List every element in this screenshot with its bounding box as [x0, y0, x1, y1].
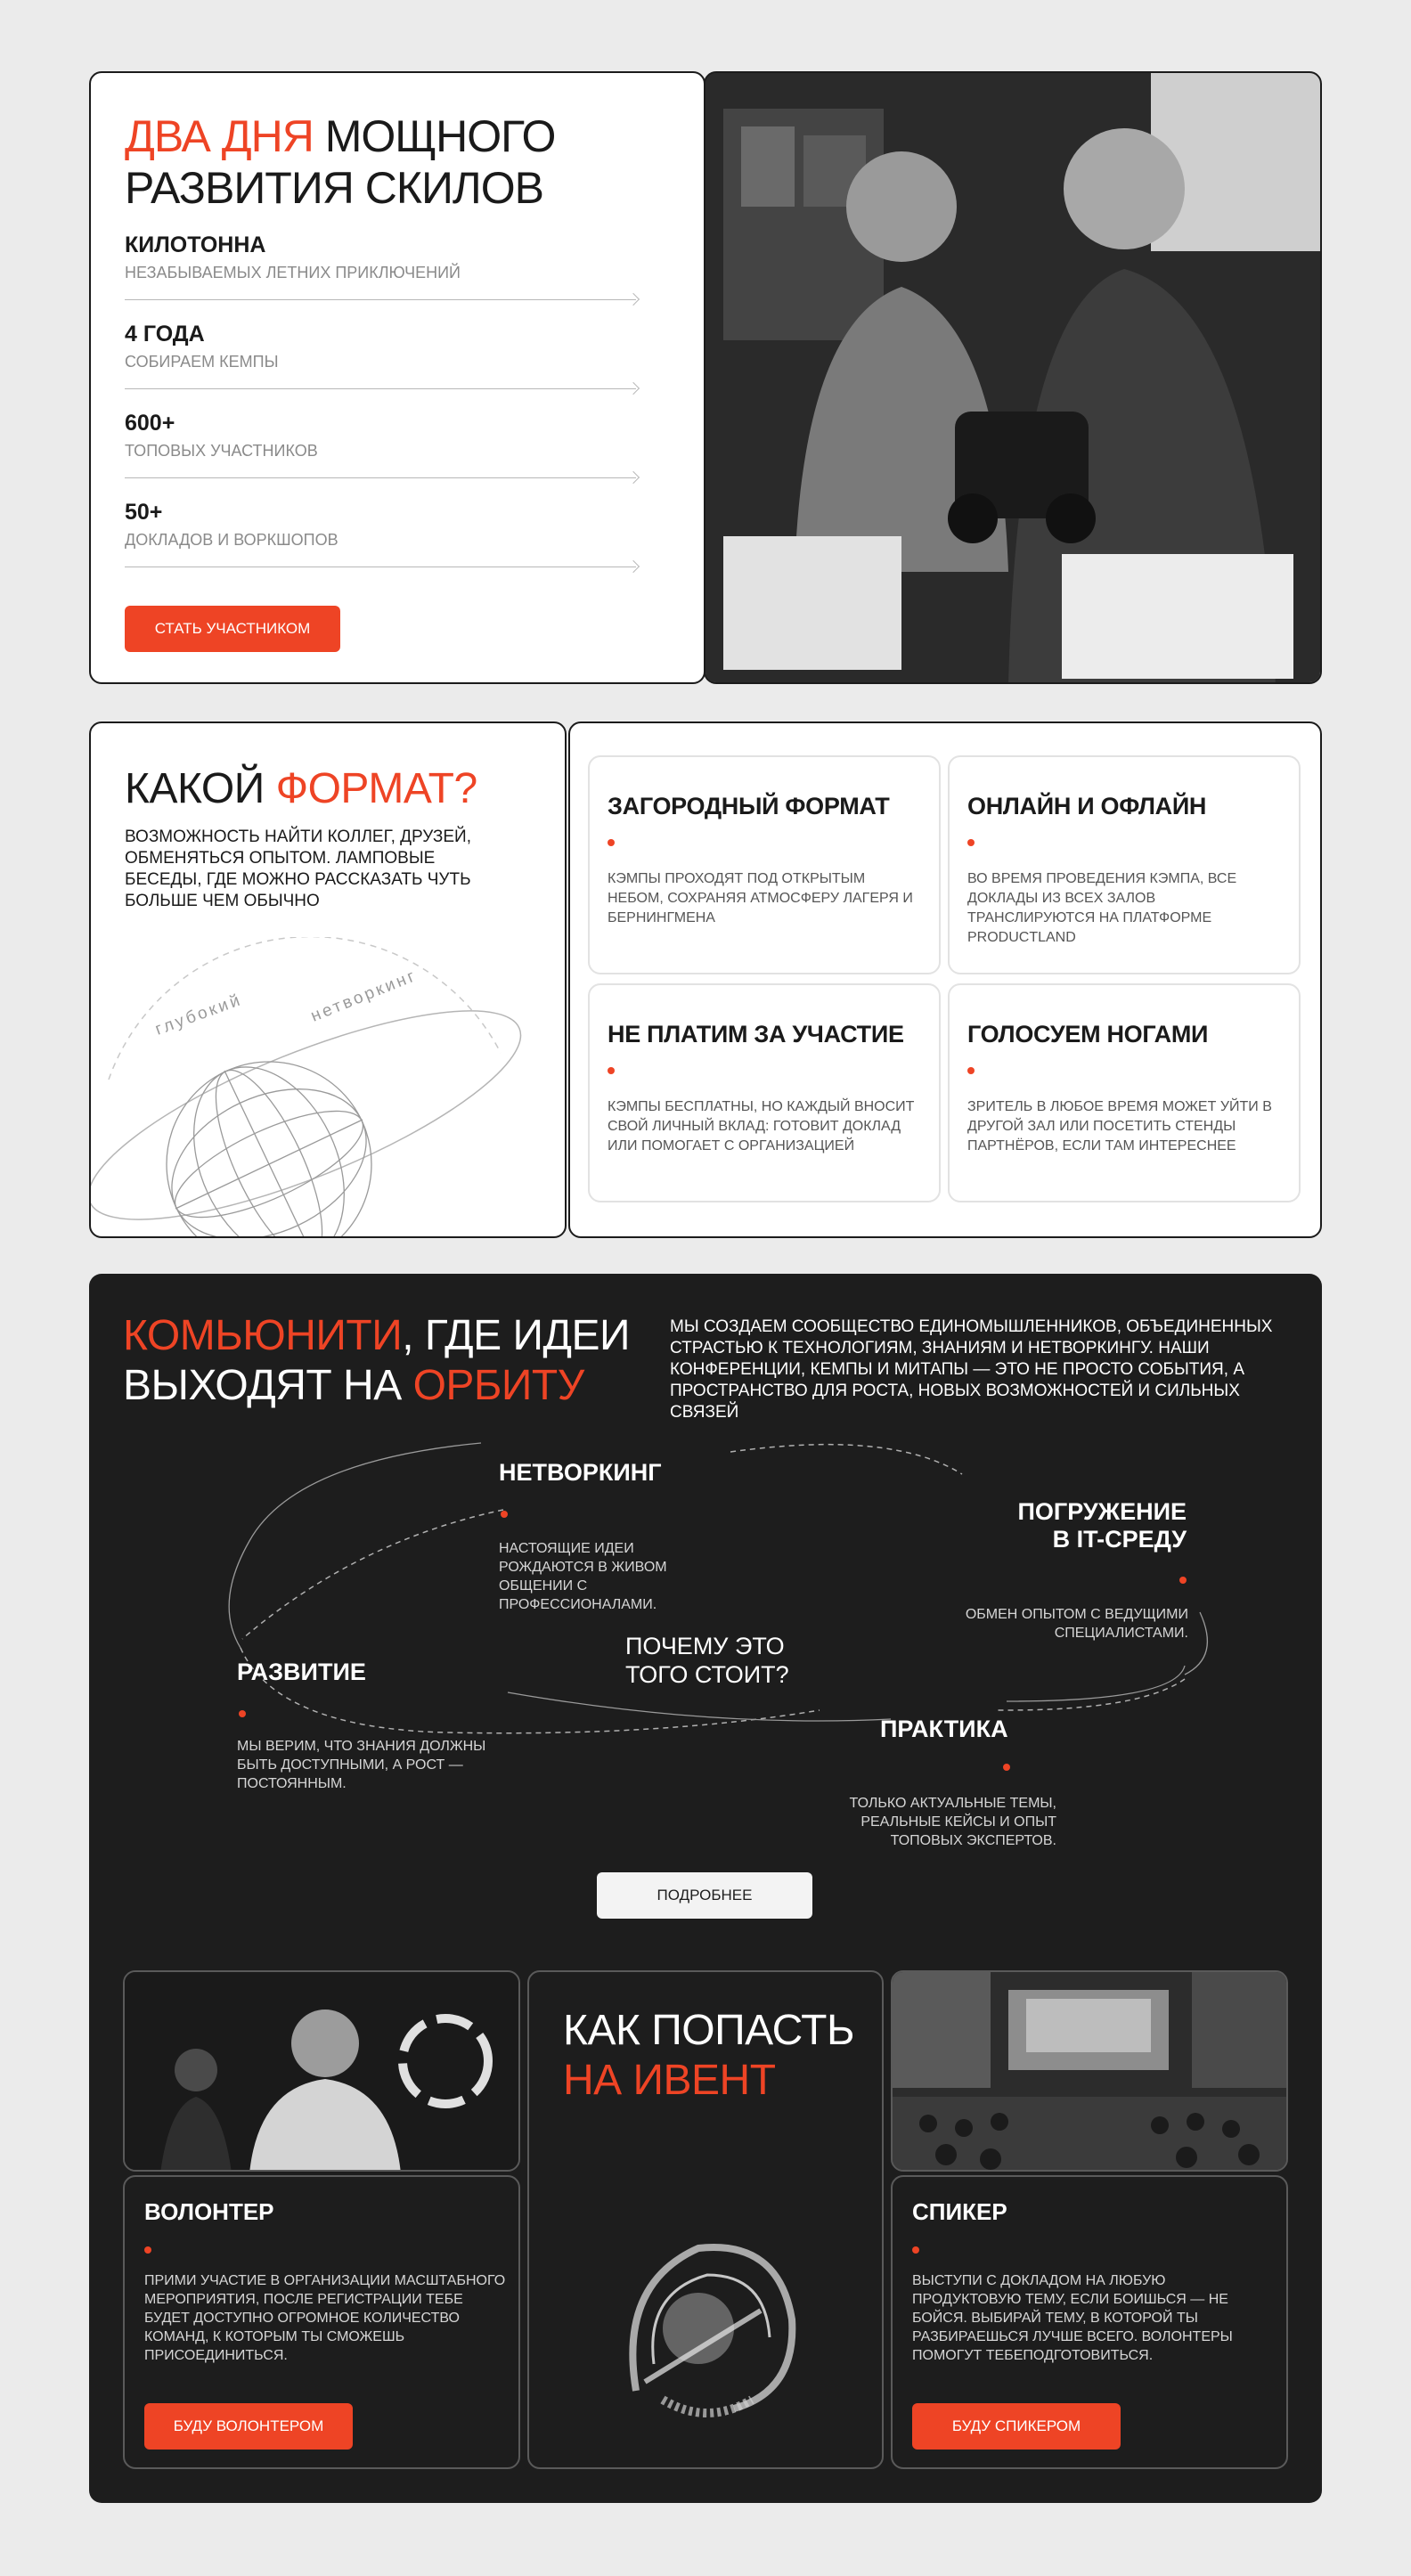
accent-dot: [967, 1067, 975, 1074]
format-description: ВОЗМОЖНОСТЬ НАЙТИ КОЛЛЕГ, ДРУЗЕЙ, ОБМЕНЯТЬСЯ ОПЫТОМ. ЛАМПОВЫЕ БЕСЕДЫ, ГДЕ МОЖНО РАССКАЗАТЬ ЧУТЬ БОЛЬШЕ ЧЕМ ОБЫЧНО: [125, 827, 471, 910]
arrow-right-icon: [627, 471, 640, 484]
become-volunteer-button[interactable]: БУДУ ВОЛОНТЕРОМ: [144, 2403, 353, 2450]
accent-dot: [1003, 1764, 1010, 1771]
community-title-line-2: ВЫХОДЯТ НА: [123, 1362, 413, 1409]
why-line-1: ПОЧЕМУ ЭТО: [625, 1633, 785, 1659]
practice-title: ПРАКТИКА: [880, 1716, 1008, 1742]
practice-text: ТОЛЬКО АКТУАЛЬНЫЕ ТЕМЫ, РЕАЛЬНЫЕ КЕЙСЫ И ОПЫТ ТОПОВЫХ ЭКСПЕРТОВ.: [849, 1796, 1056, 1848]
stat-label: ДОКЛАДОВ И ВОРКШОПОВ: [125, 531, 338, 549]
format-card: [588, 755, 941, 974]
immersion-title-line-1: ПОГРУЖЕНИЕ: [1017, 1498, 1187, 1525]
format-card-title: ЗАГОРОДНЫЙ ФОРМАТ: [608, 793, 890, 819]
networking-title: НЕТВОРКИНГ: [499, 1459, 662, 1486]
format-card: [588, 983, 941, 1202]
arrow-right-icon: [627, 293, 640, 306]
networking-text: НАСТОЯЩИЕ ИДЕИ РОЖДАЮТСЯ В ЖИВОМ ОБЩЕНИИ С ПРОФЕССИОНАЛАМИ.: [499, 1541, 667, 1612]
accent-dot: [239, 1710, 246, 1717]
stat-value: КИЛОТОННА: [125, 232, 266, 257]
stat-item: [125, 499, 638, 550]
how-to-join-line-2: НА ИВЕНТ: [563, 2057, 776, 2104]
how-to-join-card: [527, 1970, 884, 2469]
volunteer-image: [125, 1972, 520, 2172]
accent-dot: [1179, 1577, 1187, 1584]
format-card-title: НЕ ПЛАТИМ ЗА УЧАСТИЕ: [608, 1021, 904, 1048]
format-card-title: ОНЛАЙН И ОФЛАЙН: [967, 793, 1207, 819]
stat-value: 50+: [125, 500, 163, 525]
stat-item: [125, 321, 638, 372]
globe-orbit-illustration: [91, 937, 567, 1238]
divider: [125, 299, 636, 300]
format-section: [89, 721, 1322, 1238]
community-section: [89, 1274, 1322, 2503]
immersion-title: [980, 1498, 1187, 1553]
hero-title: [125, 110, 555, 214]
hero-title-rest: МОЩНОГО: [313, 111, 556, 161]
volunteer-photo: [123, 1970, 520, 2172]
hero-title-accent: ДВА ДНЯ: [125, 111, 314, 161]
orbit-word-deep: глубокий: [152, 990, 245, 1039]
speaker-text: ВЫСТУПИ С ДОКЛАДОМ НА ЛЮБУЮ ПРОДУКТОВУЮ ТЕМУ, ЕСЛИ БОИШЬСЯ — НЕ БОЙСЯ. ВЫБИРАЙ ТЕМУ, В КОТОРОЙ ТЫ РАЗБИРАЕШЬСЯ ЛУЧШЕ ВСЕГО. ВОЛОНТЕРЫ ПОМОГУТ ТЕБЕПОДГОТОВИТЬСЯ.: [912, 2273, 1233, 2363]
community-description: МЫ СОЗДАЕМ СООБЩЕСТВО ЕДИНОМЫШЛЕННИКОВ, ОБЪЕДИНЕННЫХ СТРАСТЬЮ К ТЕХНОЛОГИЯМ, ЗНАНИЯМ И НЕТВОРКИНГУ. НАШИ КОНФЕРЕНЦИИ, КЕМПЫ И МИТАПЫ — ЭТО НЕ ПРОСТО СОБЫТИЯ, А ПРОСТРАНСТВО ДЛЯ РОСТА, НОВЫХ ВОЗМОЖНОСТЕЙ И СИЛЬНЫХ СВЯЗЕЙ: [670, 1317, 1273, 1422]
format-title-text: КАКОЙ: [125, 765, 265, 812]
arrow-right-icon: [627, 560, 640, 573]
why-line-2: ТОГО СТОИТ?: [625, 1661, 789, 1688]
become-participant-button[interactable]: СТАТЬ УЧАСТНИКОМ: [125, 606, 340, 652]
growth-title: РАЗВИТИЕ: [237, 1659, 366, 1685]
astronaut-helmet-xray-image: [600, 2213, 814, 2426]
community-title: [123, 1311, 630, 1411]
community-title-accent-2: ОРБИТУ: [412, 1362, 584, 1409]
accent-dot: [608, 1067, 615, 1074]
conference-hall-image: [893, 1972, 1288, 2172]
accent-dot: [967, 839, 975, 846]
format-card-text: ЗРИТЕЛЬ В ЛЮБОЕ ВРЕМЯ МОЖЕТ УЙТИ В ДРУГОЙ ЗАЛ ИЛИ ПОСЕТИТЬ СТЕНДЫ ПАРТНЁРОВ, ЕСЛИ ТАМ ИНТЕРЕСНЕЕ: [967, 1099, 1272, 1153]
volunteer-card: [123, 2175, 520, 2469]
community-title-rest: , ГДЕ ИДЕИ: [402, 1312, 631, 1359]
stat-label: НЕЗАБЫВАЕМЫХ ЛЕТНИХ ПРИКЛЮЧЕНИЙ: [125, 264, 461, 281]
format-cards-panel: [568, 721, 1322, 1238]
hero-section: [89, 71, 1322, 684]
arrow-right-icon: [627, 382, 640, 395]
accent-dot: [608, 839, 615, 846]
people-with-robot-image: [706, 73, 1322, 684]
immersion-title-line-2: В IT-СРЕДУ: [1052, 1526, 1187, 1553]
format-card-text: КЭМПЫ ПРОХОДЯТ ПОД ОТКРЫТЫМ НЕБОМ, СОХРАНЯЯ АТМОСФЕРУ ЛАГЕРЯ И БЕРНИНГМЕНА: [608, 871, 913, 925]
hero-photo: [704, 71, 1322, 684]
why-worth-it: [625, 1632, 789, 1689]
format-card-text: КЭМПЫ БЕСПЛАТНЫ, НО КАЖДЫЙ ВНОСИТ СВОЙ ЛИЧНЫЙ ВКЛАД: ГОТОВИТ ДОКЛАД ИЛИ ПОМОГАЕТ С ОРГАНИЗАЦИЕЙ: [608, 1099, 915, 1153]
more-button[interactable]: ПОДРОБНЕЕ: [597, 1872, 812, 1919]
format-card: [948, 983, 1301, 1202]
format-intro-card: [89, 721, 567, 1238]
accent-dot: [501, 1511, 508, 1518]
format-card-text: ВО ВРЕМЯ ПРОВЕДЕНИЯ КЭМПА, ВСЕ ДОКЛАДЫ ИЗ ВСЕХ ЗАЛОВ ТРАНСЛИРУЮТСЯ НА ПЛАТФОРМЕ PRODUCTLAND: [967, 871, 1237, 945]
stat-value: 600+: [125, 411, 175, 436]
community-title-accent-1: КОМЬЮНИТИ: [123, 1312, 403, 1359]
volunteer-text: ПРИМИ УЧАСТИЕ В ОРГАНИЗАЦИИ МАСШТАБНОГО МЕРОПРИЯТИЯ, ПОСЛЕ РЕГИСТРАЦИИ ТЕБЕ БУДЕТ ДОСТУПНО ОГРОМНОЕ КОЛИЧЕСТВО КОМАНД, К КОТОРЫМ ТЫ СМОЖЕШЬ ПРИСОЕДИНИТЬСЯ.: [144, 2273, 506, 2363]
hero-info-card: [89, 71, 706, 684]
stat-label: СОБИРАЕМ КЕМПЫ: [125, 353, 279, 371]
orbit-word-networking: нетворкинг: [308, 966, 420, 1026]
divider: [125, 477, 636, 478]
accent-dot: [144, 2246, 151, 2254]
how-to-join-title: [563, 2006, 854, 2106]
volunteer-title: ВОЛОНТЕР: [144, 2198, 274, 2225]
growth-text: МЫ ВЕРИМ, ЧТО ЗНАНИЯ ДОЛЖНЫ БЫТЬ ДОСТУПНЫМИ, А РОСТ — ПОСТОЯННЫМ.: [237, 1739, 486, 1791]
format-card-title: ГОЛОСУЕМ НОГАМИ: [967, 1021, 1209, 1048]
hero-title-line-2: РАЗВИТИЯ СКИЛОВ: [125, 163, 543, 213]
speaker-card: [891, 2175, 1288, 2469]
stat-item: [125, 232, 638, 283]
how-to-join-line-1: КАК ПОПАСТЬ: [563, 2007, 854, 2054]
format-card: [948, 755, 1301, 974]
stat-item: [125, 410, 638, 461]
format-title-accent: ФОРМАТ?: [275, 765, 477, 812]
become-speaker-button[interactable]: БУДУ СПИКЕРОМ: [912, 2403, 1121, 2450]
stat-value: 4 ГОДА: [125, 322, 205, 346]
divider: [125, 388, 636, 389]
speaker-title: СПИКЕР: [912, 2198, 1007, 2225]
accent-dot: [912, 2246, 919, 2254]
immersion-text: ОБМЕН ОПЫТОМ С ВЕДУЩИМИ СПЕЦИАЛИСТАМИ.: [965, 1607, 1188, 1641]
speaker-photo: [891, 1970, 1288, 2172]
stat-label: ТОПОВЫХ УЧАСТНИКОВ: [125, 442, 318, 460]
format-title: [125, 764, 477, 813]
